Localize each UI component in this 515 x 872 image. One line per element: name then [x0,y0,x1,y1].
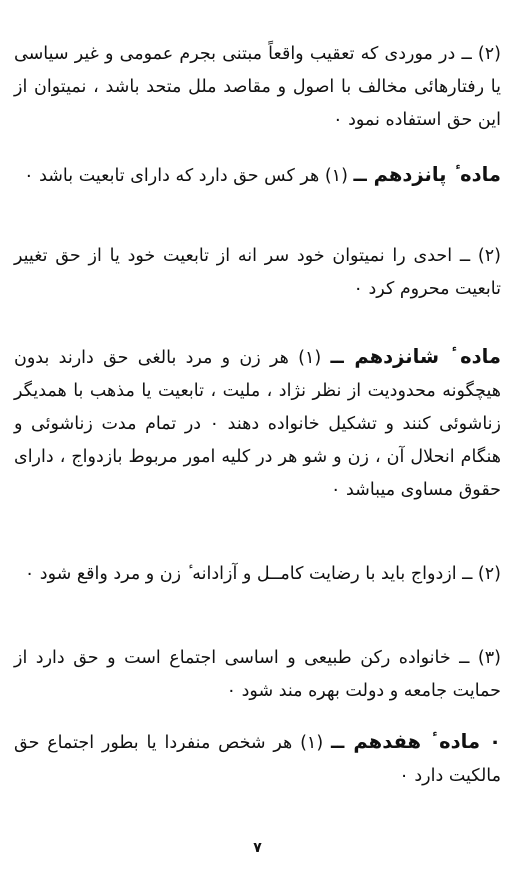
paragraph-article-16-clause-2 [14,558,501,591]
paragraph-article-15-clause-1 [14,158,501,193]
paragraph-text: (۲) ــ ازدواج باید با رضایت کامــل و آزادانه ٔ زن و مرد واقع شود ٠ [24,564,501,584]
paragraph-text: (۳) ــ خانواده رکن طبیعی و اساسی اجتماع است و حق دارد از حمایت جامعه و دولت بهره مند شود ٠ [14,648,501,701]
paragraph-text: (۲) ــ در موردی که تعقیب واقعاً مبتنی بجرم عمومی و غیر سیاسی یا رفتارهائی مخالف با اصول و مقاصد ملل متحد باشد ، نمیتوان از این حق استفاده نمود ٠ [14,44,501,130]
paragraph-article-14-clause-2 [14,38,501,137]
article-15-title: ماده ٔ پانزدهم ــ [353,163,501,186]
paragraph-text: (۱) هر شخص منفردا یا بطور اجتماع حق مالکیت دارد ٠ [14,733,501,786]
paragraph-article-16-clause-1 [14,340,501,507]
paragraph-text: (۱) هر زن و مرد بالغی حق دارند بدون هیچگونه محدودیت از نظر نژاد ، ملیت ، تابعیت یا مذهب با همدیگر زناشوئی کنند و تشکیل خانواده دهند ٠ در تمام مدت زناشوئی و هنگام انحلال آن ، زن و شو هر در کلیه امور مربوط بازدواج ، دارای حقوق مساوی میباشد ٠ [14,348,501,500]
paragraph-text: (۱) هر کس حق دارد که دارای تابعیت باشد ٠ [24,166,354,186]
paragraph-article-17-clause-1 [14,725,501,793]
paragraph-article-16-clause-3 [14,642,501,708]
paragraph-text: (۲) ــ احدی را نمیتوان خود سر انه از تابعیت خود یا از حق تغییر تابعیت محروم کرد ٠ [14,246,501,299]
page-number: ۷ [253,840,262,856]
paragraph-article-15-clause-2 [14,240,501,306]
article-17-title: ٠ ماده ٔ هفدهم ــ [331,730,502,753]
article-16-title: ماده ٔ شانزدهم ــ [330,345,501,368]
